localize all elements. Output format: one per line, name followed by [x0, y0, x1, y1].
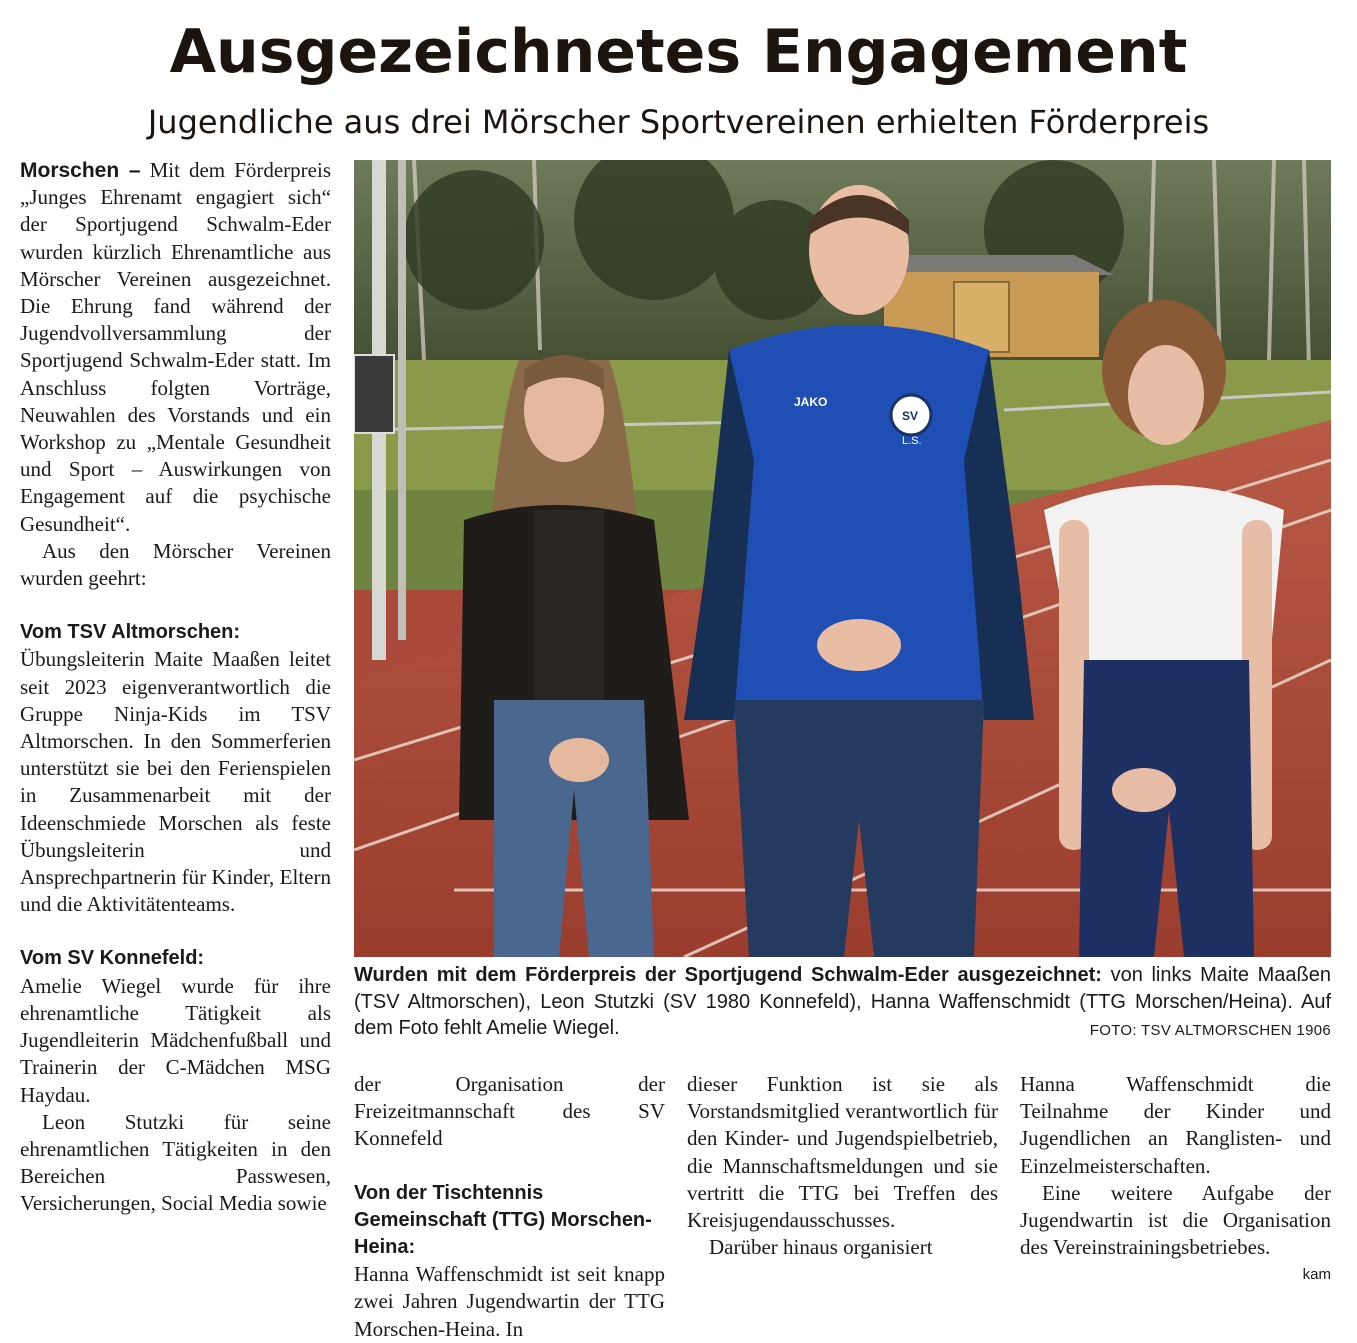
caption-lead: Wurden mit dem Förderpreis der Sportjugend Schwalm-Eder ausgezeichnet: — [354, 964, 1102, 986]
article-paragraph: der Organisation der Freizeitmannschaft des SV Konnefeld — [354, 1072, 665, 1151]
article-paragraph: Aus den Mörscher Vereinen wurden geehrt: — [20, 538, 331, 591]
article-paragraph — [20, 157, 331, 538]
article-paragraph: Darüber hinaus organisiert — [709, 1235, 933, 1260]
article-paragraph: Übungsleiterin Maite Maaßen leitet seit 2023 eigenverantwortlich die Gruppe Ninja-Kids im TSV Altmorschen. In den Sommerferien unterstützt sie bei den Ferienspielen in Zusammenarbeit mit der Ideenschmiede Morschen als feste Übungsleiterin und Ansprechpartnerin für Kinder, Eltern und die Aktivitätenteams. — [20, 647, 331, 917]
section-heading: Von der Tischtennis Gemeinschaft (TTG) Morschen-Heina: — [354, 1181, 652, 1259]
article-paragraph: Leon Stutzki für seine ehrenamtlichen Tätigkeiten in den Bereichen Passwesen, Versicherungen, Social Media sowie — [20, 1109, 331, 1216]
dateline: Morschen – — [20, 159, 141, 182]
article-column-1 — [20, 157, 331, 1218]
article-paragraph: dieser Funktion ist sie als Vorstandsmitglied verantwortlich für den Kinder- und Jugendspielbetrieb, die Mannschaftsmeldungen und sie vertritt die TTG bei Treffen des Kreisjugendausschusses. — [687, 1072, 998, 1233]
subheadline: Jugendliche aus drei Mörscher Sportvereinen erhielten Förderpreis — [147, 103, 1210, 141]
author-signature: kam — [1302, 1266, 1331, 1284]
caption-text: von links Maite Maaßen (TSV Altmorschen), Leon Stutzki (SV 1980 Konnefeld), Hanna Waffenschmidt (TTG Morschen/Heina). Auf dem Foto fehlt Amelie Wiegel. — [354, 964, 1331, 1039]
headline: Ausgezeichnetes Engagement — [169, 17, 1188, 87]
article-photo — [354, 160, 1331, 957]
jacket-initials: L.S. — [902, 435, 922, 447]
article-paragraph: Eine weitere Aufgabe der Jugendwartin ist die Organisation des Vereinstrainingsbetriebes. — [1020, 1180, 1331, 1260]
jacket-brand: JAKO — [794, 395, 828, 409]
article-paragraph: Hanna Waffenschmidt die Teilnahme der Kinder und Jugendlichen an Ranglisten- und Einzelmeisterschaften. — [1020, 1072, 1331, 1178]
section-heading: Vom TSV Altmorschen: — [20, 621, 241, 644]
article-paragraph: Hanna Waffenschmidt ist seit knapp zwei Jahren Jugendwartin der TTG Morschen-Heina. In — [354, 1262, 665, 1341]
article-column-3 — [687, 1071, 998, 1261]
article-column-4 — [1020, 1071, 1331, 1289]
section-heading: Vom SV Konnefeld: — [20, 947, 205, 970]
article-column-2 — [354, 1071, 665, 1343]
photo-illustration — [354, 160, 1331, 957]
paragraph-text: Mit dem Förderpreis „Junges Ehrenamt engagiert sich“ der Sportjugend Schwalm-Eder wurden kürzlich Ehrenamtliche aus Mörscher Vereinen ausgezeichnet. Die Ehrung fand während der Jugendvollversammlung der Sportjugend Schwalm-Eder statt. Im Anschluss folgten Vorträge, Neuwahlen des Vorstands und ein Workshop zu „Mentale Gesundheit und Sport – Auswirkungen von Engagement auf die psychische Gesundheit“. — [20, 158, 331, 536]
photo-credit: FOTO: TSV ALTMORSCHEN 1906 — [1089, 1022, 1331, 1039]
jacket-crest: SV — [902, 409, 919, 423]
article-paragraph: Amelie Wiegel wurde für ihre ehrenamtliche Tätigkeit als Jugendleiterin Mädchenfußball und Trainerin der C-Mädchen MSG Haydau. — [20, 973, 331, 1107]
